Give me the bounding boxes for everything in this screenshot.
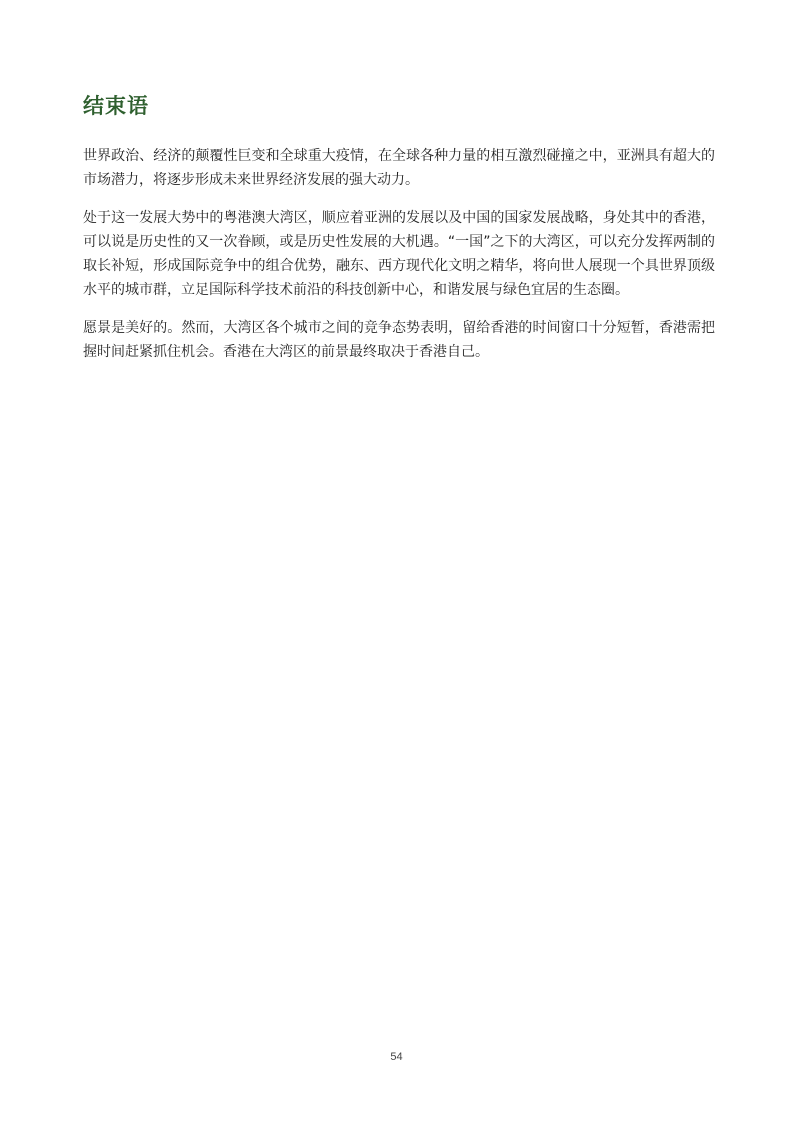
paragraph-3: 愿景是美好的。然而，大湾区各个城市之间的竞争态势表明，留给香港的时间窗口十分短暂，香港需把握时间赶紧抓住机会。香港在大湾区的前景最终取决于香港自己。	[83, 320, 715, 360]
paragraph-2: 处于这一发展大势中的粤港澳大湾区，顺应着亚洲的发展以及中国的国家发展战略，身处其中的香港，可以说是历史性的又一次眷顾，或是历史性发展的大机遇。“一国”之下的大湾区，可以充分发挥两制的取长补短，形成国际竞争中的组合优势，融东、西方现代化文明之精华，将向世人展现一个具世界顶级水平的城市群，立足国际科学技术前沿的科技创新中心，和谐发展与绿色宜居的生态圈。	[83, 210, 715, 298]
page-number: 54	[390, 1051, 403, 1063]
paragraph-1: 世界政治、经济的颠覆性巨变和全球重大疫情，在全球各种力量的相互激烈碰撞之中，亚洲具有超大的市场潜力，将逐步形成未来世界经济发展的强大动力。	[83, 148, 715, 188]
section-title: 结束语	[83, 94, 149, 118]
body-text	[83, 144, 715, 378]
